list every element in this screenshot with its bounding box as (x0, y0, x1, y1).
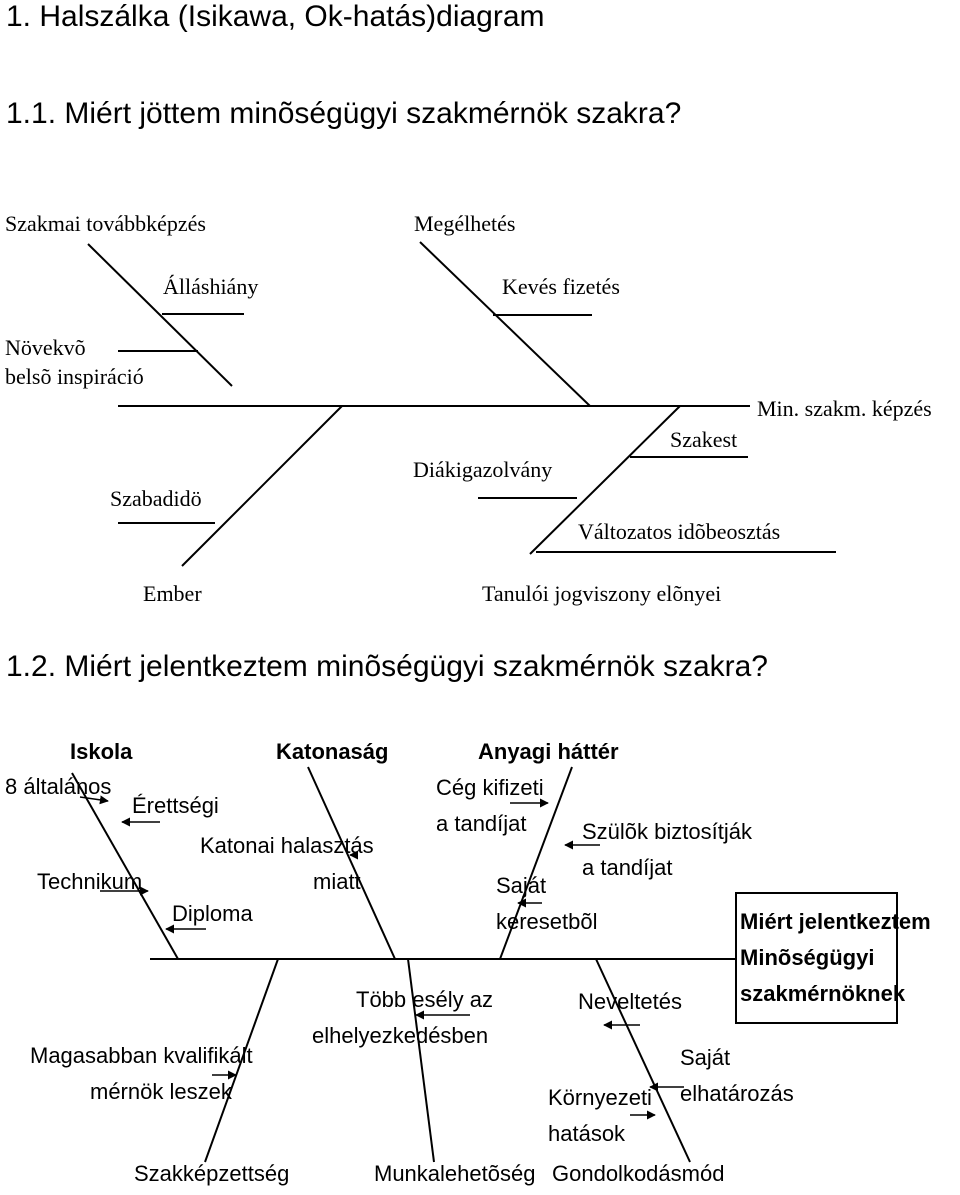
label-allashiany: Álláshiány (163, 274, 259, 299)
label-cég-kifizeti: Cég kifizeti (436, 775, 544, 800)
section-heading-1-2: 1.2. Miért jelentkeztem minõségügyi szakmérnök szakra? (6, 650, 768, 683)
effect-text-line3: szakmérnöknek (740, 981, 906, 1006)
label-diploma: Diploma (172, 901, 253, 926)
label-sajat-elhatarozas-2: elhatározás (680, 1081, 794, 1106)
label-ember: Ember (143, 581, 202, 606)
label-hatasok: hatások (548, 1121, 626, 1146)
label-szakmai-tovabbkepzes: Szakmai továbbképzés (5, 211, 206, 236)
label-mernok-leszek: mérnök leszek (90, 1079, 232, 1104)
label-diakigazolvany: Diákigazolvány (413, 457, 553, 482)
label-tanuloi-jogviszony: Tanulói jogviszony elõnyei (482, 581, 722, 606)
label-keves-fizetes: Kevés fizetés (502, 274, 620, 299)
label-technikum: Technikum (37, 869, 143, 894)
label-szulok-biztositjak: Szülõk biztosítják (582, 819, 752, 844)
label-effect-min-szakm-kepzes: Min. szakm. képzés (757, 396, 932, 421)
label-sajat-kereset: Saját (496, 873, 547, 898)
label-munkalehetoseg: Munkalehetõség (374, 1161, 536, 1186)
label-a-tandijat-ceg: a tandíjat (436, 811, 527, 836)
label-valtozatos-idobeosztas: Változatos idõbeosztás (578, 519, 781, 544)
label-novekvo-line2: belsõ inspiráció (5, 364, 144, 389)
effect-text-line2: Minõségügyi (740, 945, 875, 970)
label-sajat-elhatarozas-1: Saját (680, 1045, 731, 1070)
fishbone-diagram-2 (0, 715, 960, 1195)
label-8-altalanos: 8 általános (5, 774, 112, 799)
label-keresetbol: keresetbõl (496, 909, 598, 934)
label-anyagi-hatter: Anyagi háttér (478, 739, 619, 764)
label-neveltetes: Neveltetés (578, 989, 682, 1014)
fishbone-diagram-1 (0, 170, 960, 620)
label-szakest: Szakest (670, 427, 738, 452)
bone-bottom-left-line (182, 406, 342, 566)
label-megelhetes: Megélhetés (414, 211, 516, 236)
label-katonasag: Katonaság (276, 739, 389, 764)
page-title: 1. Halszálka (Isikawa, Ok-hatás)diagram (6, 0, 545, 33)
bone-katonasag-line (308, 767, 395, 959)
label-gondolkodasmod: Gondolkodásmód (552, 1161, 725, 1186)
label-a-tandijat-szulok: a tandíjat (582, 855, 673, 880)
label-szakkepzettseg: Szakképzettség (134, 1161, 290, 1186)
label-tobb-esely: Több esély az (356, 987, 493, 1012)
label-miatt: miatt (313, 869, 361, 894)
label-kornyezeti: Környezeti (548, 1085, 652, 1110)
label-novekvo-line1: Növekvõ (5, 335, 86, 360)
label-iskola: Iskola (70, 739, 133, 764)
label-magasabban: Magasabban kvalifikált (30, 1043, 253, 1068)
label-erettsegi: Érettségi (132, 793, 219, 818)
label-katonai-halasztas: Katonai halasztás (200, 833, 374, 858)
section-heading-1-1: 1.1. Miért jöttem minõségügyi szakmérnök szakra? (6, 97, 682, 130)
label-szabadido: Szabadidö (110, 486, 202, 511)
bone-top-mid-line (420, 242, 590, 406)
label-elhelyezkedesben: elhelyezkedésben (312, 1023, 489, 1048)
effect-text-line1: Miért jelentkeztem (740, 909, 931, 934)
